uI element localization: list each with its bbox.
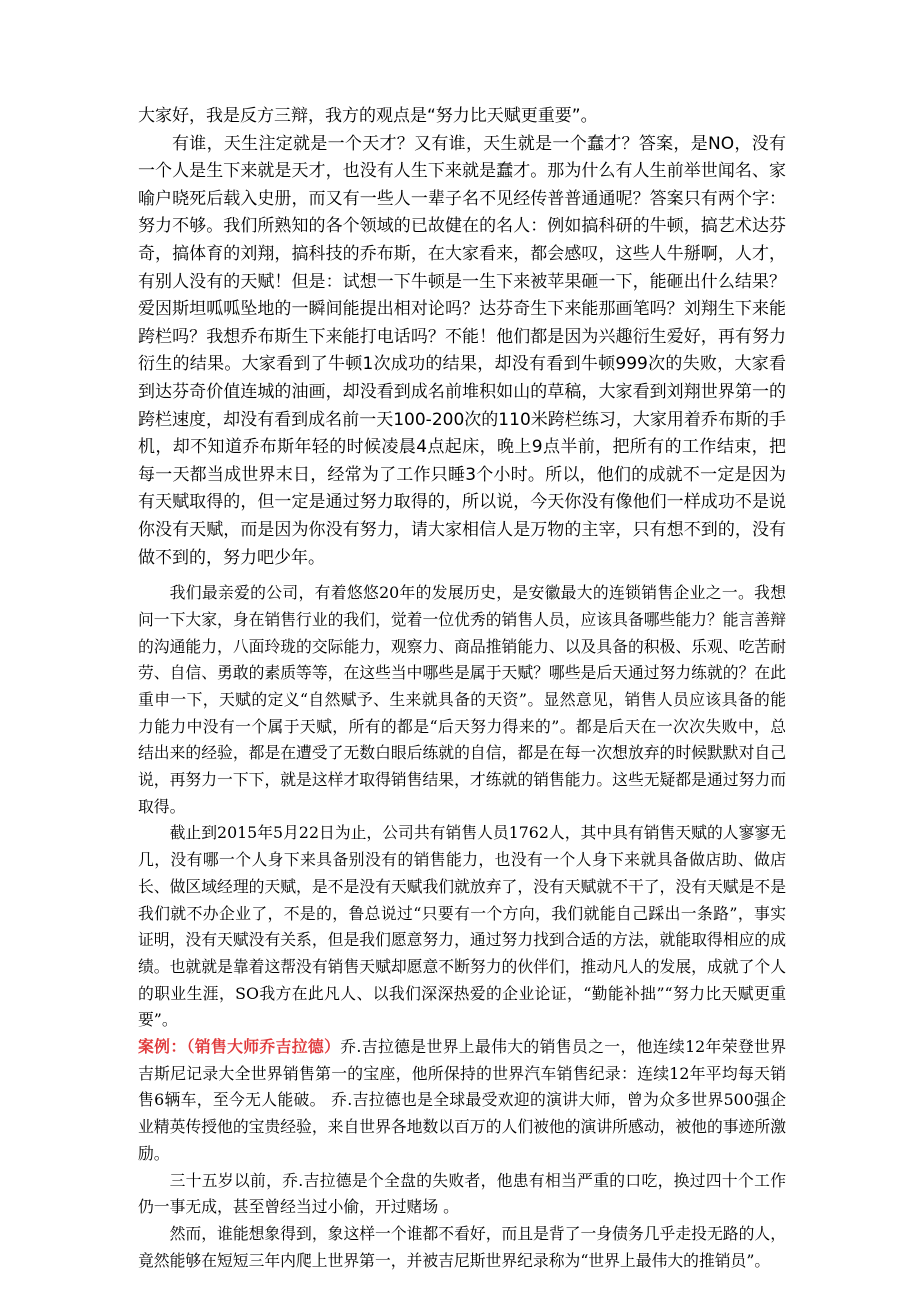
company-paragraph: 我们最亲爱的公司，有着悠悠20年的发展历史，是安徽最大的连锁销售企业之一。我想问一下大家，身在销售行业的我们，觉着一位优秀的销售人员，应该具备哪些能力？能言善辩的沟通能力，八面玲珑的交际能力，观察力、商品推销能力、以及具备的积极、乐观、吃苦耐劳、自信、勇敢的素质等等，在这些当中哪些是属于天赋？哪些是后天通过努力练就的？在此重申一下，天赋的定义“自然赋予、生来就具备的天资”。显然意见，销售人员应该具备的能力能力中没有一个属于天赋，所有的都是“后天努力得来的”。都是后天在一次次失败中，总结出来的经验，都是在遭受了无数白眼后练就的自信，都是在每一次想放弃的时候默默对自己说，再努力一下下，就是这样才取得销售结果，才练就的销售能力。这些无疑都是通过努力而取得。 bbox=[138, 583, 786, 816]
talent-argument-paragraph: 有谁，天生注定就是一个天才？又有谁，天生就是一个蠢才？答案，是NO，没有一个人是生下来就是天才，也没有人生下来就是蠢才。那为什么有人生前举世闻名、家喻户晓死后载入史册，而又有一些人一辈子名不见经传普普通通呢？答案只有两个字：努力不够。我们所熟知的各个领域的已故健在的名人：例如搞科研的牛顿，搞艺术达芬奇，搞体育的刘翔，搞科技的乔布斯，在大家看来，都会感叹，这些人牛掰啊，人才，有别人没有的天赋！但是：试想一下牛顿是一生下来被苹果砸一下，能砸出什么结果？爱因斯坦呱呱坠地的一瞬间能提出相对论吗？达芬奇生下来能那画笔吗？刘翔生下来能跨栏吗？我想乔布斯生下来能打电话吗？不能！他们都是因为兴趣衍生爱好，再有努力衍生的结果。大家看到了牛顿1次成功的结果，却没有看到牛顿999次的失败，大家看到达芬奇价值连城的油画，却没看到成名前堆积如山的草稿，大家看到刘翔世界第一的跨栏速度，却没有看到成名前一天100-200次的110米跨栏练习，大家用着乔布斯的手机，却不知道乔布斯年轻的时候凌晨4点起床，晚上9点半前，把所有的工作结束，把每一天都当成世界末日，经常为了工作只睡3个小时。所以，他们的成就不一定是因为有天赋取得的，但一定是通过努力取得的，所以说，今天你没有像他们一样成功不是说你没有天赋，而是因为你没有努力，请大家相信人是万物的主宰，只有想不到的，没有做不到的，努力吧少年。 bbox=[138, 133, 786, 568]
failure-paragraph: 三十五岁以前，乔.吉拉德是个全盘的失败者，他患有相当严重的口吃，换过四十个工作仍一事无成，甚至曾经当过小偷，开过赌场 。 bbox=[138, 1170, 786, 1217]
success-paragraph: 然而，谁能想象得到，象这样一个谁都不看好，而且是背了一身债务几乎走投无路的人，竟然能够在短短三年内爬上世界第一，并被吉尼斯世界纪录称为“世界上最伟大的推销员”。 bbox=[138, 1223, 786, 1270]
case-paragraph bbox=[138, 1034, 786, 1168]
sales-staff-paragraph: 截止到2015年5月22日为止，公司共有销售人员1762人，其中具有销售天赋的人寥寥无几，没有哪一个人身下来具备别没有的销售能力，也没有一个人身下来就具备做店助、做店长、做区域经理的天赋，是不是没有天赋我们就放弃了，没有天赋就不干了，没有天赋是不是我们就不办企业了，不是的，鲁总说过“只要有一个方向，我们就能自己踩出一条路”，事实证明，没有天赋没有关系，但是我们愿意努力，通过努力找到合适的方法，就能取得相应的成绩。也就就是靠着这帮没有销售天赋却愿意不断努力的伙伴们，推动凡人的发展，成就了个人的职业生涯，SO我方在此凡人、以我们深深热爱的企业论证，“勤能补拙”“努力比天赋更重要”。 bbox=[138, 823, 786, 1030]
intro-paragraph: 大家好，我是反方三辩，我方的观点是“努力比天赋更重要”。 bbox=[138, 106, 598, 126]
case-label: 案例：（销售大师乔吉拉德） bbox=[138, 1037, 341, 1057]
case-text: 乔.吉拉德是世界上最伟大的销售员之一，他连续12年荣登世界吉斯尼记录大全世界销售第一的宝座，他所保持的世界汽车销售纪录：连续12年平均每天销售6辆车，至今无人能破。 乔.吉拉德也是全球最受欢迎的演讲大师，曾为众多世界500强企业精英传授他的宝贵经验，来自世界各地数以百万的人们被他的演讲所感动，被他的事迹所激励。 bbox=[138, 1037, 786, 1163]
document-page bbox=[138, 103, 786, 1274]
